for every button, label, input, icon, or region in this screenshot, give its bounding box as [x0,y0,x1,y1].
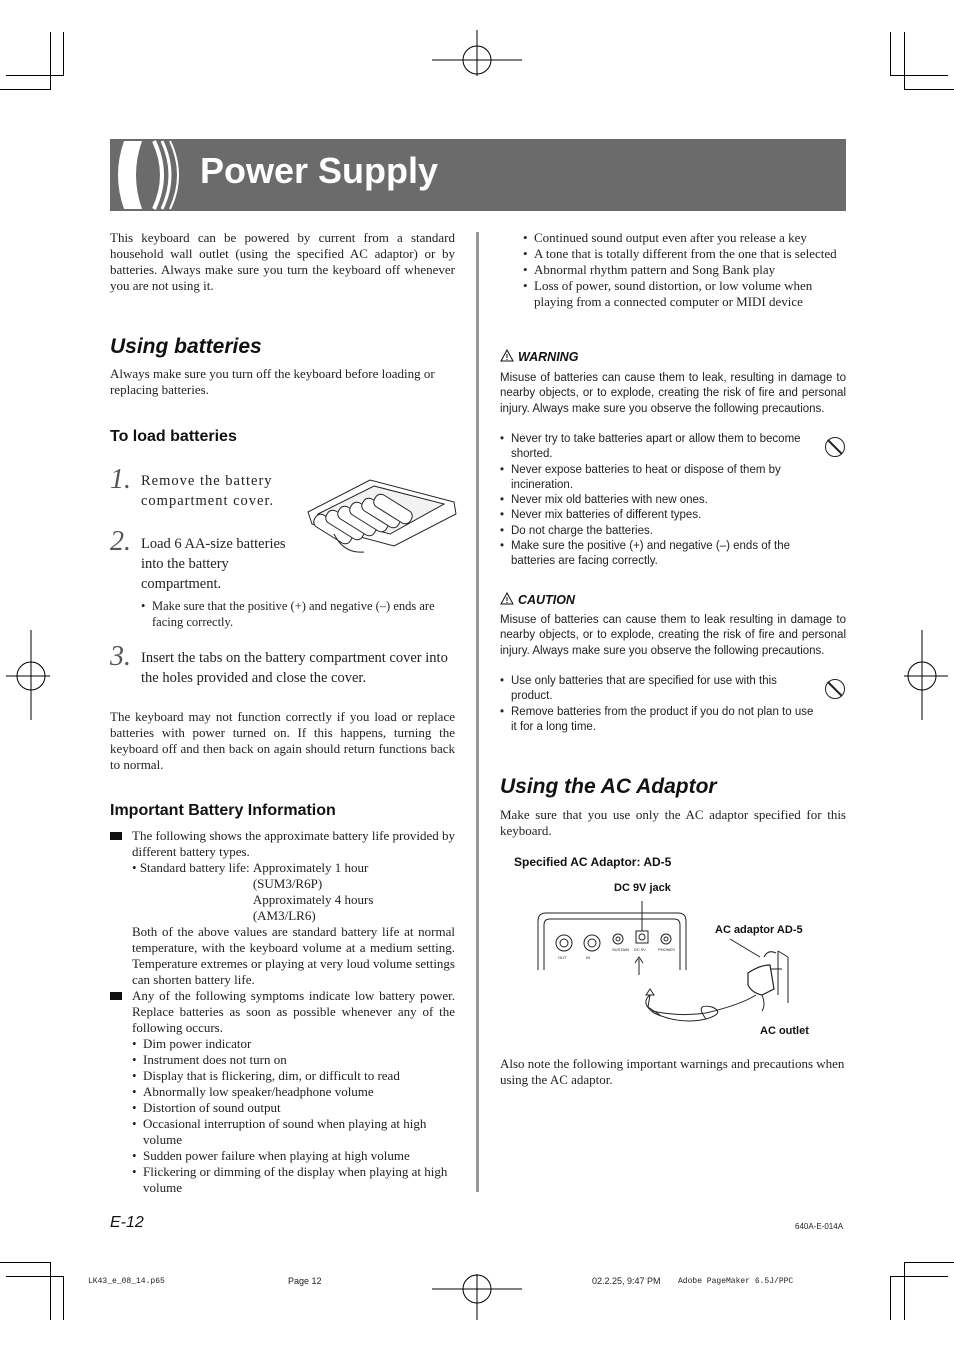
ac-adaptor-spec: Specified AC Adaptor: AD-5 [514,855,672,869]
caution-heading [500,591,575,609]
list-item: • Never mix old batteries with new ones. [500,493,816,508]
warning-heading [500,348,578,366]
battery-life-label: Standard battery life: [139,860,250,875]
caution-label: CAUTION [518,593,575,607]
banner-ornament [110,139,200,211]
dc-jack-label: DC 9V jack [614,882,671,894]
page-number: E-12 [110,1214,144,1231]
list-item: • Never try to take batteries apart or allow them to become shorted. [500,432,816,463]
list-item: • Flickering or dimming of the display when playing at high volume [132,1164,455,1196]
step-3-text: Insert the tabs on the battery compartment cover into the holes provided and close the cover. [141,650,448,686]
app-name: Adobe PageMaker 6.5J/PPC [678,1277,794,1286]
batteries-heading: Using batteries [110,335,262,358]
important-battery-heading: Important Battery Information [110,802,336,819]
symptom-list-continued [523,230,846,310]
list-item: • Use only batteries that are specified for use with this product. [500,674,816,705]
batteries-intro: Always make sure you turn off the keyboard before loading or replacing batteries. [110,366,435,397]
print-date: 02.2.25, 9:47 PM [592,1276,661,1286]
list-item: • Display that is flickering, dim, or difficult to read [132,1068,455,1084]
list-item: • Make sure the positive (+) and negative (–) ends of the batteries are facing correctly. [500,539,816,570]
document-code: 640A-E-014A [795,1222,844,1231]
warning-list [500,432,816,570]
file-name: LK43_e_08_14.p65 [88,1277,165,1286]
square-bullet-icon [110,992,122,1000]
list-item: • A tone that is totally different from the one that is selected [523,246,846,262]
svg-text:OUT: OUT [558,955,567,960]
list-item: • Abnormal rhythm pattern and Song Bank play [523,262,846,278]
prohibition-icon [825,437,845,457]
svg-text:DC 9V: DC 9V [634,947,646,952]
warning-label: WARNING [518,350,579,364]
list-item: • Never expose batteries to heat or dispose of them by incineration. [500,463,816,494]
batteries-note: The keyboard may not function correctly if you load or replace batteries with power turned on. If this happens, turning the keyboard off and then back on again should return functions back to normal. [110,709,455,772]
step-2-note: • Make sure that the positive (+) and negative (–) ends are facing correctly. [141,599,455,630]
step-2-number: 2. [110,526,131,557]
battery-life-note: Both of the above values are standard battery life at normal temperature, with the keyboard volume at a medium setting. Temperature extremes or playing at very loud volume settings can shorten battery life. [132,924,455,987]
step-2-text: Load 6 AA-size batteries into the battery compartment. [141,536,286,592]
ac-adaptor-diagram [530,895,810,1030]
svg-text:PHONES: PHONES [658,947,675,952]
svg-text:IN: IN [586,955,590,960]
low-battery-intro: Any of the following symptoms indicate low battery power. Replace batteries as soon as possible whenever any of the following occurs. [132,988,455,1035]
symptom-list [132,1036,455,1196]
list-item: • Remove batteries from the product if you do not plan to use it for a long time. [500,705,816,736]
list-item: • Distortion of sound output [132,1100,455,1116]
warning-intro: Misuse of batteries can cause them to leak, resulting in damage to nearby objects, or to explode, creating the risk of fire and personal injury. Always make sure you observe the following precautions. [500,372,846,415]
ac-adaptor-intro: Make sure that you use only the AC adaptor specified for this keyboard. [500,807,846,838]
list-item: • Instrument does not turn on [132,1052,455,1068]
battery-life-1: Approximately 1 hour [252,860,369,875]
svg-text:SUSTAIN: SUSTAIN [612,947,630,952]
list-item: • Sudden power failure when playing at high volume [132,1148,455,1164]
battery-life-2-type: (AM3/LR6) [252,908,316,923]
list-item: • Occasional interruption of sound when playing at high volume [132,1116,455,1148]
list-item: • Dim power indicator [132,1036,455,1052]
prohibition-icon [825,679,845,699]
ac-outlet-label: AC outlet [760,1025,809,1037]
list-item: • Continued sound output even after you release a key [523,230,846,246]
battery-life-1-type: (SUM3/R6P) [252,876,323,891]
step-3-number: 3. [110,641,131,672]
list-item: • Do not charge the batteries. [500,524,816,539]
intro-text: This keyboard can be powered by current from a standard household wall outlet (using the specified AC adaptor) or by batteries. Always make sure you turn the keyboard off whenever you are not using it. [110,230,455,293]
step-1-number: 1. [110,464,131,495]
battery-life-2: Approximately 4 hours [252,892,374,907]
ac-adaptor-label: AC adaptor AD-5 [715,924,803,936]
page-title: Power Supply [200,150,439,191]
page-label: Page 12 [288,1276,322,1286]
list-item: • Never mix batteries of different types. [500,508,816,523]
column-divider [476,232,479,1192]
ac-adaptor-heading: Using the AC Adaptor [500,775,717,798]
caution-list [500,674,816,735]
warning-triangle-icon [500,349,514,362]
battery-compartment-illustration [304,474,460,570]
warning-triangle-icon [500,592,514,605]
list-item: • Loss of power, sound distortion, or low volume when playing from a connected computer or MIDI device [523,278,846,310]
caution-intro: Misuse of batteries can cause them to leak resulting in damage to nearby objects, or to explode, creating the risk of fire and personal injury. Always make sure you observe the following precautions. [500,614,846,657]
step-2-notes [141,599,455,630]
square-bullet-icon [110,832,122,840]
list-item: • Abnormally low speaker/headphone volume [132,1084,455,1100]
ac-adaptor-note: Also note the following important warnings and precautions when using the AC adaptor. [500,1056,845,1087]
battery-life-intro: The following shows the approximate battery life provided by different battery types. [132,828,455,859]
step-1-text: Remove the battery compartment cover. [141,473,275,509]
load-batteries-heading: To load batteries [110,428,237,445]
important-info-block: The following shows the approximate battery life provided by different battery types. • Standard battery life: Approximately 1 hour (SUM3/R6P) Approximately 4 hours (AM3/LR6) Both of the above values are standard battery life at normal temperature, with the keyboard volume at a medium setting. Temperature extremes or playing at very loud volume settings can shorten battery life. Any of the following symptoms indicate low battery power. Replace batteries as soon as possible whenever any of the following occurs. • Dim power indicator • Instrument does not turn on • Display that is flickering, dim, or difficult to read • Abnormally low speaker/headphone volume • Distortion of sound output • Occasional interruption of sound when playing at high volume • Sudden power failure when playing at high volume • Flickering or dimming of the display when playing at high volume [110,828,455,1196]
